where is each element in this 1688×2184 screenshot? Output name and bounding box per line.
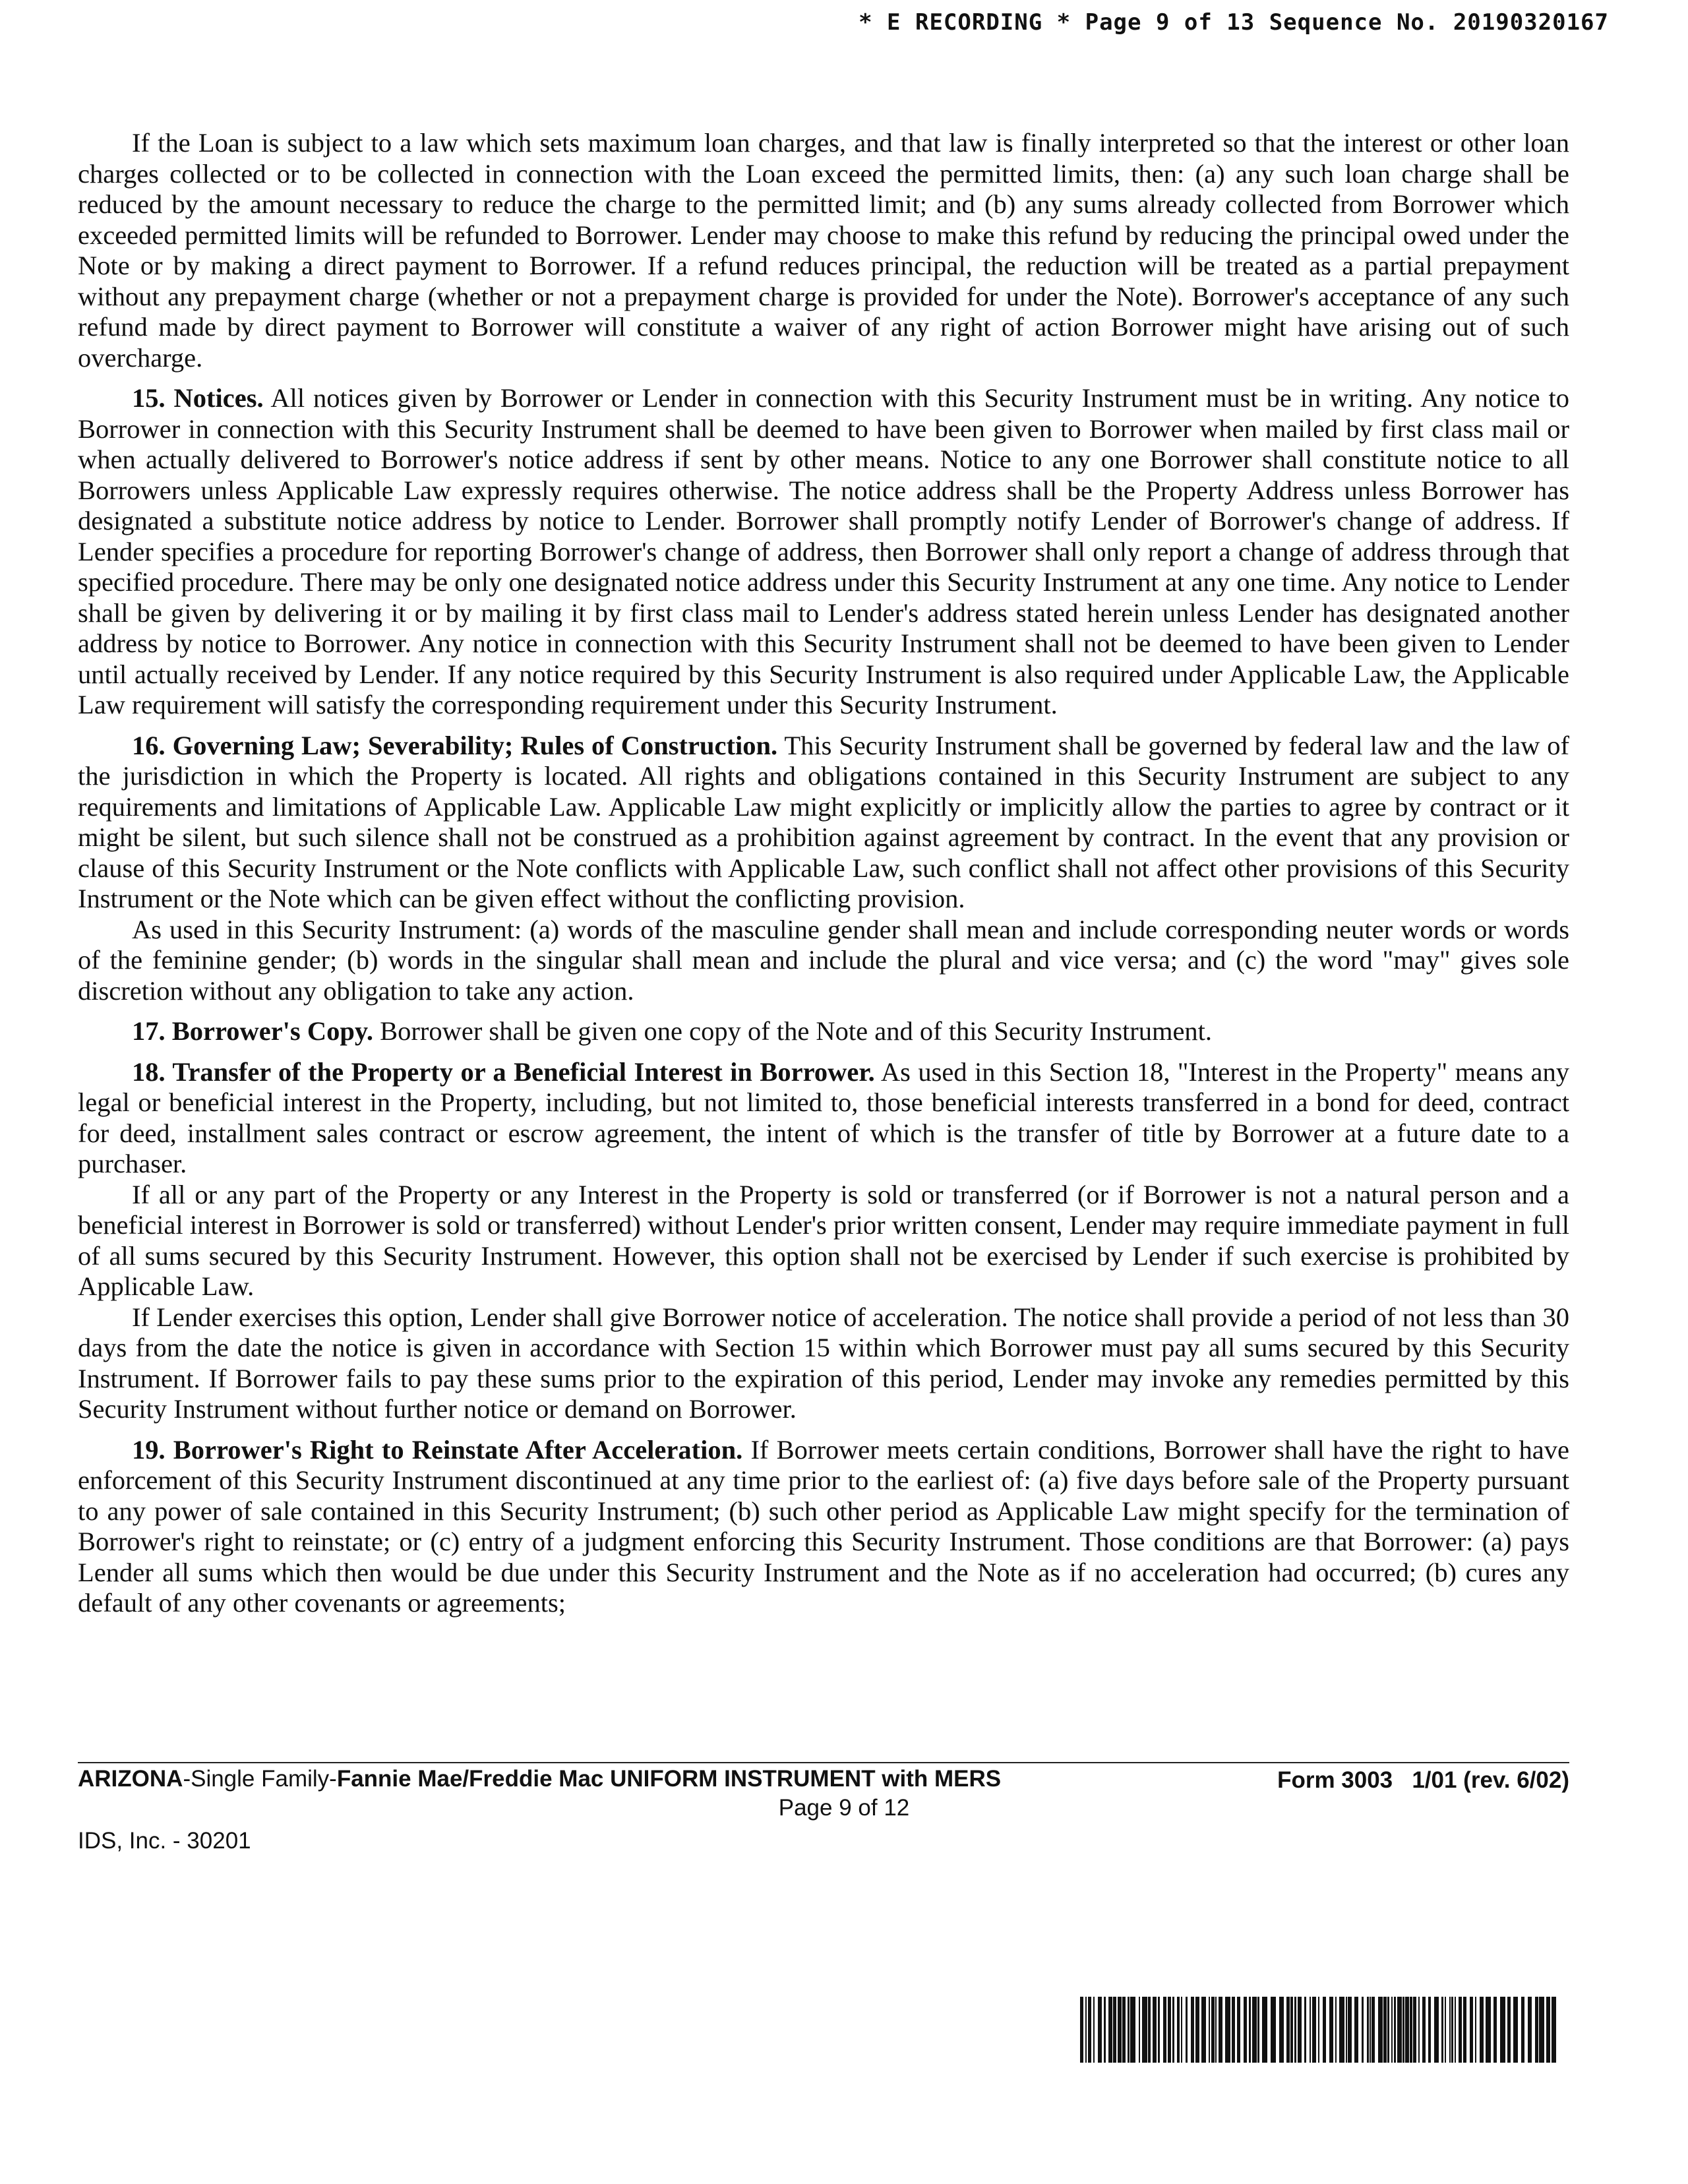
barcode-bar [1434, 1997, 1439, 2063]
footer-form-number: Form 3003 1/01 (rev. 6/02) [1277, 1767, 1569, 1793]
section-heading: 17. Borrower's Copy. [132, 1016, 373, 1046]
barcode-bar [1318, 1997, 1319, 2063]
paragraph [78, 1435, 1569, 1619]
barcode-bar [1405, 1997, 1409, 2063]
barcode-bar [1225, 1997, 1230, 2063]
barcode-bar [1172, 1997, 1174, 2063]
footer-form-desc-bold: Fannie Mae/Freddie Mac UNIFORM INSTRUMENT with MERS [336, 1766, 1002, 1792]
barcode-bar [1191, 1997, 1194, 2063]
barcode-bar [1410, 1997, 1412, 2063]
barcode-bar [1391, 1997, 1393, 2063]
paragraph [78, 915, 1569, 1007]
section-heading: 16. Governing Law; Severability; Rules of Construction. [132, 730, 778, 760]
paragraph-text: If Borrower meets certain conditions, Borrower shall have the right to have enforcement of this Security Instrument discontinued at any time prior to the earliest of: (a) five days before sale of the Property pursuant to any power of sale contained in this Security Instrument; (b) such other period as Applicable Law might specify for the termination of Borrower's right to reinstate; or (c) entry of a judgment enforcing this Security Instrument. Those conditions are that Borrower: (a) pays Lender all sums which then would be due under this Security Instrument and the Note as if no acceleration had occurred; (b) cures any default of any other covenants or agreements; [78, 1434, 1569, 1618]
barcode-bar [1232, 1997, 1235, 2063]
footer-vendor: IDS, Inc. - 30201 [78, 1828, 251, 1854]
barcode-bar [1304, 1997, 1306, 2063]
barcode-bar [1470, 1997, 1473, 2063]
barcode-bar [1422, 1997, 1426, 2063]
barcode-bar [1528, 1997, 1532, 2063]
barcode-bar [1122, 1997, 1126, 2063]
paragraph-text: Borrower shall be given one copy of the Note and of this Security Instrument. [380, 1016, 1213, 1046]
barcode-bar [1168, 1997, 1171, 2063]
barcode-bar [1418, 1997, 1420, 2063]
barcode-bar [1480, 1997, 1484, 2063]
barcode-bar [1507, 1997, 1511, 2063]
barcode-bar [1104, 1997, 1106, 2063]
barcode-bar [1521, 1997, 1524, 2063]
barcode-bar [1383, 1997, 1387, 2063]
barcode-bar [1211, 1997, 1215, 2063]
barcode-bar [1128, 1997, 1130, 2063]
barcode-bar [1486, 1997, 1491, 2063]
barcode-bar [1329, 1997, 1333, 2063]
barcode-bar [1546, 1997, 1550, 2063]
barcode-bar [1552, 1997, 1556, 2063]
barcode-bar [1539, 1997, 1544, 2063]
barcode-bar [1088, 1997, 1091, 2063]
barcode-bar [1455, 1997, 1456, 2063]
paragraph-text: This Security Instrument shall be governed by federal law and the law of the jurisdiction in which the Property is located. All rights and obligations contained in this Security Instrument are subject to any requirements and limitations of Applicable Law. Applicable Law might explicitly or implicitly allow the parties to agree by contract or it might be silent, but such silence shall not be construed as a prohibition against agreement by contract. In the event that any provision or clause of this Security Instrument or the Note conflicts with Applicable Law, such conflict shall not affect other provisions of this Security Instrument or the Note which can be given effect without the conflicting provision. [78, 730, 1569, 913]
barcode-bar [1441, 1997, 1443, 2063]
barcode-bar [1130, 1997, 1135, 2063]
barcode-bar [1378, 1997, 1383, 2063]
barcode-bar [1346, 1997, 1347, 2063]
footer-divider [78, 1762, 1569, 1763]
paragraph [78, 1302, 1569, 1425]
paragraph [78, 1016, 1569, 1047]
barcode-bar [1354, 1997, 1358, 2063]
barcode-bar [1294, 1997, 1296, 2063]
barcode-bar [1201, 1997, 1206, 2063]
barcode-bar [1402, 1997, 1404, 2063]
paragraph-text: If Lender exercises this option, Lender shall give Borrower notice of acceleration. The notice shall provide a period of not less than 30 days from the date the notice is given in accordance with Section 15 within which Borrower must pay all sums secured by this Security Instrument. If Borrower fails to pay these sums prior to the expiration of this period, Lender may invoke any remedies permitted by this Security Instrument without further notice or demand on Borrower. [78, 1302, 1569, 1424]
barcode-bar [1108, 1997, 1112, 2063]
barcode-bar [1493, 1997, 1497, 2063]
barcode-bar [1367, 1997, 1369, 2063]
paragraph [78, 731, 1569, 915]
paragraph-text: As used in this Security Instrument: (a) words of the masculine gender shall mean and include corresponding neuter words or words of the feminine gender; (b) words in the singular shall mean and include the plural and vice versa; and (c) the word "may" gives sole discretion without any obligation to take any action. [78, 914, 1569, 1006]
barcode-bar [1209, 1997, 1210, 2063]
barcode-bar [1445, 1997, 1446, 2063]
barcode-image [1080, 1997, 1557, 2063]
barcode-bar [1335, 1997, 1337, 2063]
barcode-bar [1195, 1997, 1199, 2063]
barcode-bar [1252, 1997, 1257, 2063]
barcode-bar [1085, 1997, 1087, 2063]
section-heading: 19. Borrower's Right to Reinstate After Acceleration. [132, 1434, 743, 1465]
paragraph-text: All notices given by Borrower or Lender in connection with this Security Instrument must be in writing. Any notice to Borrower in connection with this Security Instrument shall be deemed to have been given to Borrower when mailed by first class mail or when actually delivered to Borrower's notice address if sent by other means. Notice to any one Borrower shall constitute notice to all Borrowers unless Applicable Law expressly requires otherwise. The notice address shall be the Property Address unless Borrower has designated a substitute notice address by notice to Lender. Borrower shall promptly notify Lender of Borrower's change of address. If Lender specifies a procedure for reporting Borrower's change of address, then Borrower shall only report a change of address through that specified procedure. There may be only one designated notice address under this Security Instrument at any one time. Any notice to Lender shall be given by delivering it or by mailing it by first class mail to Lender's address stated herein unless Lender has designated another address by notice to Borrower. Any notice in connection with this Security Instrument shall not be deemed to have been given to Lender until actually received by Lender. If any notice required by this Security Instrument is also required under Applicable Law, the Applicable Law requirement will satisfy the corresponding requirement under this Security Instrument. [78, 383, 1570, 719]
barcode-bar [1475, 1997, 1476, 2063]
barcode-bar [1163, 1997, 1166, 2063]
barcode-bar [1279, 1997, 1284, 2063]
footer-state: ARIZONA [78, 1766, 183, 1792]
barcode-bar [1370, 1997, 1371, 2063]
barcode-bar [1181, 1997, 1182, 2063]
paragraph [78, 383, 1569, 721]
barcode-bar [1186, 1997, 1188, 2063]
barcode-bar [1449, 1997, 1451, 2063]
barcode-bar [1257, 1997, 1259, 2063]
paragraph-text: If the Loan is subject to a law which sets maximum loan charges, and that law is finally interpreted so that the interest or other loan charges collected or to be collected in connection with the Loan exceed the permitted limits, then: (a) any such loan charge shall be reduced by the amount necessary to reduce the charge to the permitted limit; and (b) any sums already collected from Borrower which exceeded permitted limits will be refunded to Borrower. Lender may choose to make this refund by reducing the principal owed under the Note or by making a direct payment to Borrower. If a refund reduces principal, the reduction will be treated as a partial prepayment without any prepayment charge (whether or not a prepayment charge is provided for under the Note). Borrower's acceptance of any such refund made by direct payment to Borrower will constitute a waiver of any right of action Borrower might have arising out of such overcharge. [78, 128, 1569, 373]
barcode-bar [1463, 1997, 1466, 2063]
document-body [78, 128, 1569, 1629]
barcode-bar [1139, 1997, 1140, 2063]
section-heading: 15. Notices. [132, 383, 264, 413]
barcode-bar [1535, 1997, 1538, 2063]
barcode-bar [1397, 1997, 1402, 2063]
barcode-bar [1215, 1997, 1217, 2063]
barcode-bar [1387, 1997, 1389, 2063]
barcode-bar [1237, 1997, 1240, 2063]
barcode-bar [1219, 1997, 1222, 2063]
footer-page-number: Page 9 of 12 [778, 1795, 910, 1821]
barcode-bar [1118, 1997, 1122, 2063]
barcode-bar [1093, 1997, 1095, 2063]
barcode-bar [1459, 1997, 1462, 2063]
barcode-bar [1394, 1997, 1396, 2063]
barcode-bar [1451, 1997, 1453, 2063]
barcode-bar [1271, 1997, 1276, 2063]
barcode-bar [1372, 1997, 1375, 2063]
barcode-bar [1113, 1997, 1116, 2063]
barcode-bar [1098, 1997, 1102, 2063]
barcode-bar [1153, 1997, 1157, 2063]
paragraph [78, 128, 1569, 373]
barcode-bar [1312, 1997, 1316, 2063]
barcode-bar [1310, 1997, 1311, 2063]
barcode-bar [1362, 1997, 1364, 2063]
paragraph-text: As used in this Section 18, "Interest in the Property" means any legal or beneficial interest in the Property, including, but not limited to, those beneficial interests transferred in a bond for deed, contract for deed, installment sales contract or escrow agreement, the intent of which is the transfer of title by Borrower at a future date to a purchaser. [78, 1056, 1569, 1178]
paragraph [78, 1180, 1569, 1302]
barcode-bar [1339, 1997, 1344, 2063]
paragraph [78, 1057, 1569, 1180]
barcode-bar [1148, 1997, 1151, 2063]
section-heading: 18. Transfer of the Property or a Beneficial Interest in Borrower. [132, 1056, 875, 1087]
barcode-bar [1513, 1997, 1518, 2063]
footer-form-title [78, 1766, 1001, 1792]
barcode-bar [1290, 1997, 1293, 2063]
barcode-bar [1413, 1997, 1416, 2063]
barcode-bar [1323, 1997, 1326, 2063]
paragraph-text: If all or any part of the Property or any Interest in the Property is sold or transferred (or if Borrower is not a natural person and a beneficial interest in Borrower is sold or transferred) without Lender's prior written consent, Lender may require immediate payment in full of all sums secured by this Security Instrument. However, this option shall not be exercised by Lender if such exercise is prohibited by Applicable Law. [78, 1179, 1569, 1301]
barcode-bar [1142, 1997, 1147, 2063]
footer-form-desc-plain: -Single Family- [183, 1766, 337, 1792]
barcode-bar [1428, 1997, 1431, 2063]
recording-header: * E RECORDING * Page 9 of 13 Sequence No. 20190320167 [859, 9, 1609, 36]
barcode-bar [1244, 1997, 1247, 2063]
barcode-bar [1177, 1997, 1180, 2063]
barcode-bar [1158, 1997, 1160, 2063]
barcode-bar [1249, 1997, 1251, 2063]
barcode-bar [1080, 1997, 1083, 2063]
barcode-bar [1348, 1997, 1352, 2063]
barcode-bar [1500, 1997, 1505, 2063]
barcode-bar [1262, 1997, 1267, 2063]
barcode-bar [1286, 1997, 1290, 2063]
barcode-bar [1298, 1997, 1302, 2063]
